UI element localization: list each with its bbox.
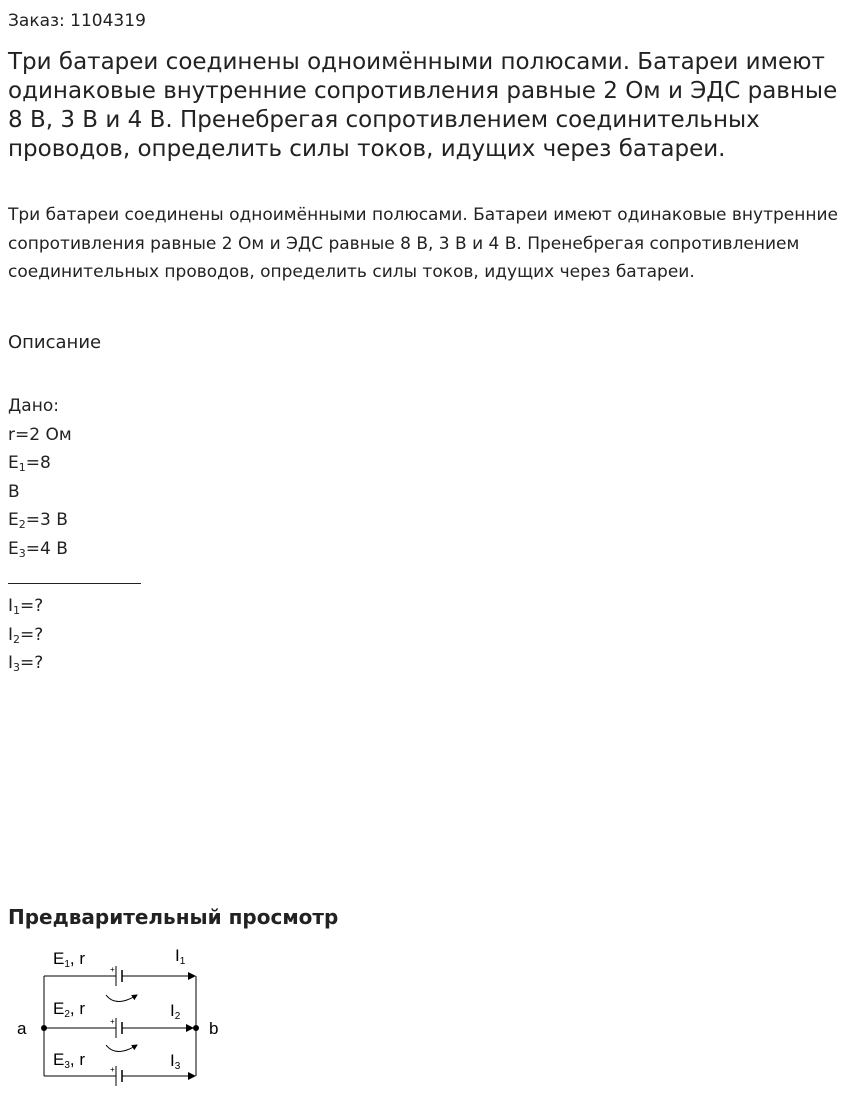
find-current-1-index: 1 [13,604,21,617]
branch-1-label: E1, r [53,949,86,970]
given-emf-1-value: =8 [25,453,51,473]
battery-1-plus: + [110,965,115,974]
branch-3-label: E3, r [53,1050,86,1071]
given-emf-2-value: =3 В [25,510,68,530]
find-current-1-value: =? [20,596,44,616]
given-emf-3-value: =4 В [25,538,68,559]
given-emf-3 [8,535,141,564]
find-current-2-value: =? [20,624,44,645]
given-emf-3-index: 3 [18,546,26,560]
current-2-label: I2 [170,1001,181,1022]
task-description: Три батареи соединены одноимёнными полюсами. Батареи имеют одинаковые внутренние сопротивления равные 2 Ом и ЭДС равные 8 В, 3 В и 4 В. Пренебрегая сопротивлением соединительных проводов, определить силы токов, идущих через батареи. [8,205,838,282]
given-emf-2-symbol: E [8,510,19,530]
find-current-3-value: =? [20,653,44,673]
node-a-label: a [17,1019,27,1038]
current-3-label: I3 [170,1051,181,1072]
find-current-3 [8,649,141,678]
node-a-dot [41,1025,47,1031]
find-current-1 [8,592,141,621]
find-current-3-symbol: I [8,653,14,673]
preview-heading: Предварительный просмотр [8,905,339,929]
given-emf-2-index: 2 [18,518,26,531]
find-current-3-index: 3 [13,661,21,674]
find-current-1-symbol: I [8,596,14,616]
find-current-2-index: 2 [13,632,21,646]
loop-arrow-1 [106,995,137,1002]
description-section-label: Описание [8,332,102,353]
given-emf-1 [8,449,141,478]
page-title: Три батареи соединены одноимёнными полюсами. Батареи имеют одинаковые внутренние сопротивления равные 2 Ом и ЭДС равные 8 В, 3 В и 4 В. Пренебрегая сопротивлением соединительных проводов, определить силы токов, идущих через батареи. [8,49,838,162]
find-current-2-symbol: I [8,624,14,645]
given-heading: Дано: [8,396,59,416]
given-block [8,392,141,678]
branch-2-label: E2, r [53,999,86,1020]
given-emf-1-index: 1 [18,461,26,474]
given-emf-3-symbol: E [8,538,19,559]
given-divider [8,583,141,584]
loop-arrow-2 [106,1045,137,1052]
circuit-diagram [0,935,240,1100]
order-number: Заказ: 1104319 [8,11,146,31]
given-emf-1-unit: В [8,481,20,502]
find-current-2 [8,621,141,650]
node-b-label: b [209,1019,219,1038]
node-b-dot [193,1025,199,1031]
battery-3-plus: + [110,1065,115,1074]
given-resistance: r=2 Ом [8,424,72,445]
given-emf-2 [8,506,141,535]
given-emf-1-symbol: E [8,453,19,473]
battery-2-plus: + [110,1017,115,1026]
current-1-label: I1 [175,946,186,967]
